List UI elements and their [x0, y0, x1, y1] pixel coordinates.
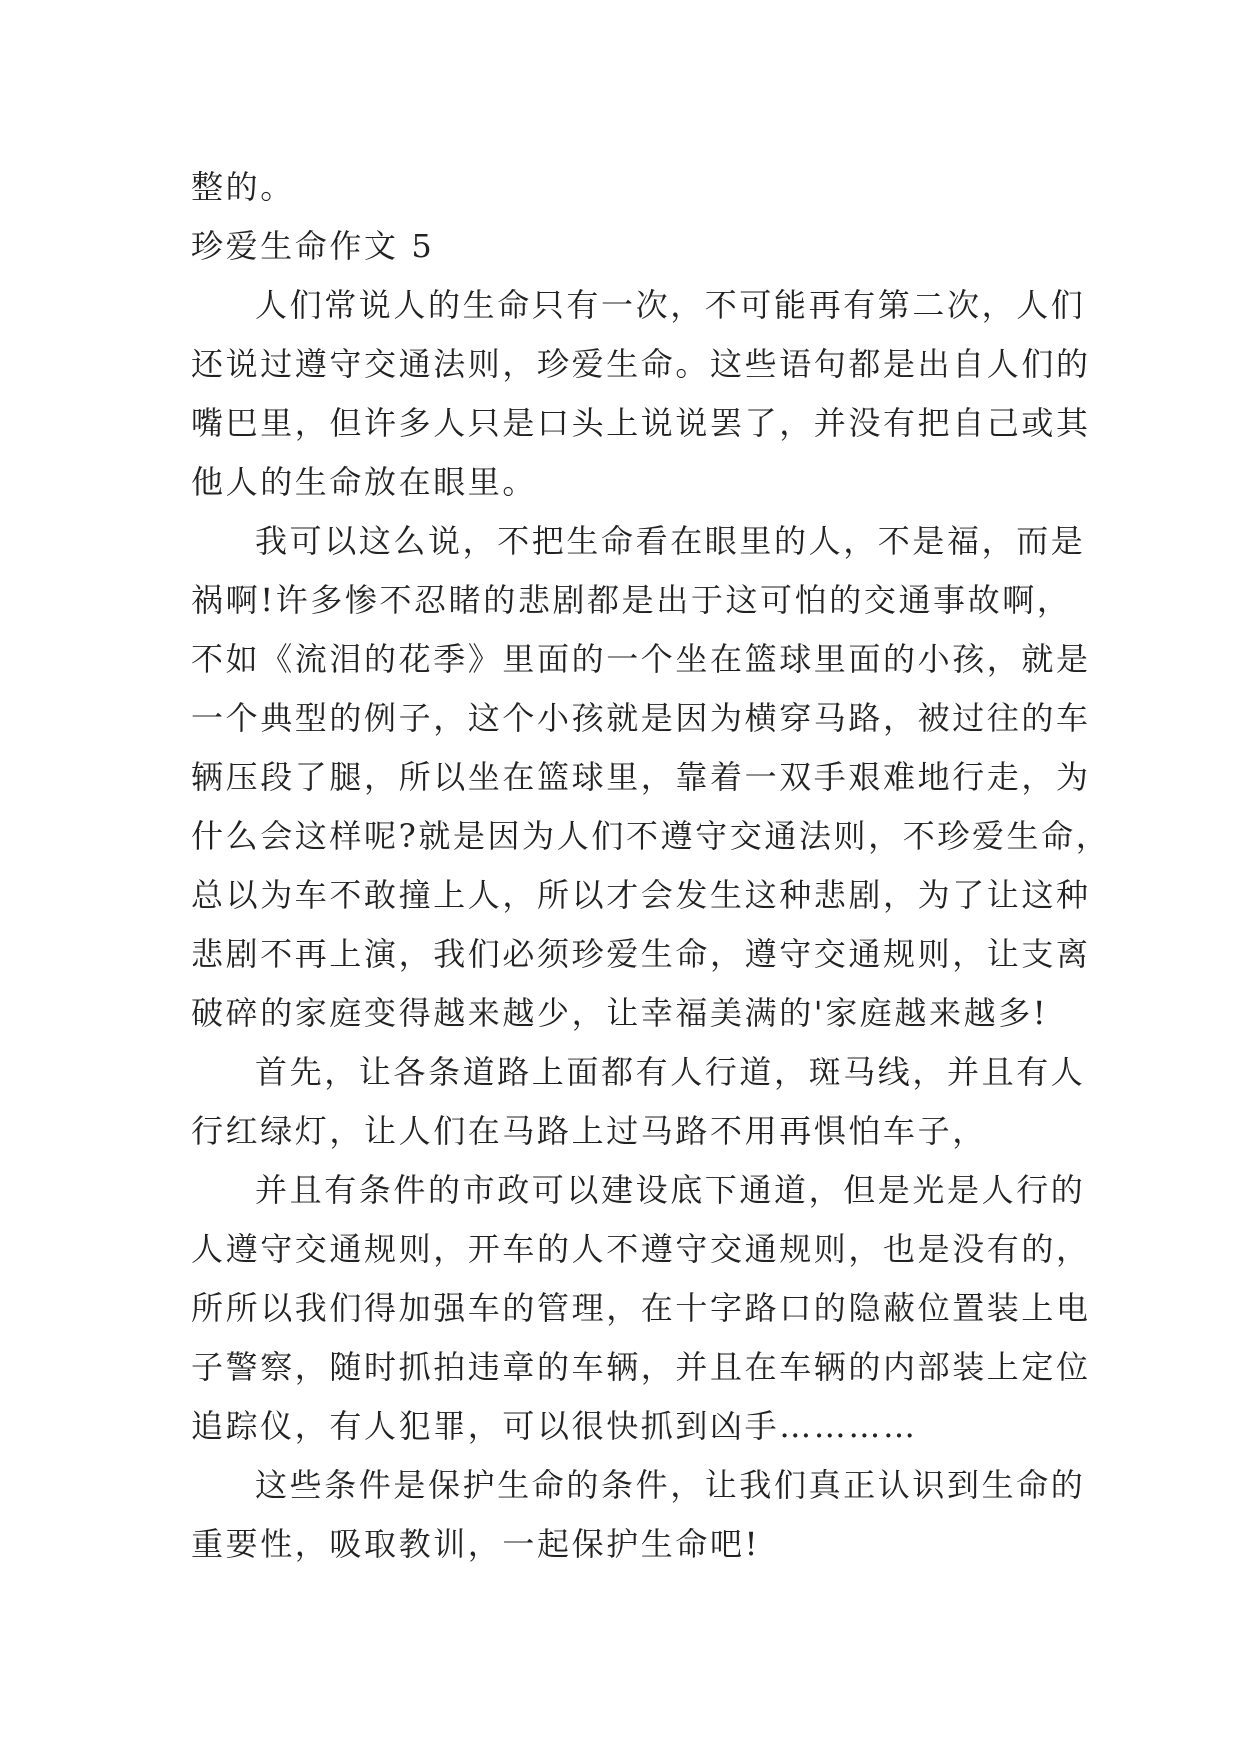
paragraph-4-line-5: 追踪仪，有人犯罪，可以很快抓到凶手………… [191, 1407, 918, 1445]
paragraph-4-line-3: 所所以我们得加强车的管理，在十字路口的隐蔽位置装上电 [191, 1289, 1091, 1327]
paragraph-2-line-5: 辆压段了腿，所以坐在篮球里，靠着一双手艰难地行走，为 [191, 758, 1091, 796]
paragraph-1-line-1: 人们常说人的生命只有一次，不可能再有第二次，人们 [255, 286, 1086, 324]
paragraph-4-line-4: 子警察，随时抓拍违章的车辆，并且在车辆的内部装上定位 [191, 1348, 1091, 1386]
paragraph-2-line-1: 我可以这么说，不把生命看在眼里的人，不是福，而是 [255, 522, 1086, 560]
paragraph-4-line-1: 并且有条件的市政可以建设底下通道，但是光是人行的 [255, 1171, 1086, 1209]
document-body [191, 158, 1111, 1574]
paragraph-2-line-6: 什么会这样呢?就是因为人们不遵守交通法则，不珍爱生命， [191, 817, 1111, 855]
paragraph-3-line-2: 行红绿灯，让人们在马路上过马路不用再惧怕车子， [191, 1112, 987, 1150]
section-title: 珍爱生命作文 5 [191, 227, 435, 265]
paragraph-1-line-3: 嘴巴里，但许多人只是口头上说说罢了，并没有把自己或其 [191, 404, 1091, 442]
paragraph-5-line-1: 这些条件是保护生命的条件，让我们真正认识到生命的 [255, 1466, 1086, 1504]
paragraph-5-line-2: 重要性，吸取教训，一起保护生命吧! [191, 1525, 761, 1563]
text-line: 整的。 [191, 168, 295, 206]
paragraph-2-line-2: 祸啊!许多惨不忍睹的悲剧都是出于这可怕的交通事故啊， [191, 581, 1072, 619]
paragraph-3-line-1: 首先，让各条道路上面都有人行道，斑马线，并且有人 [255, 1053, 1086, 1091]
paragraph-2-line-4: 一个典型的例子，这个小孩就是因为横穿马路，被过往的车 [191, 699, 1091, 737]
paragraph-1-line-4: 他人的生命放在眼里。 [191, 463, 538, 501]
paragraph-2-line-7: 总以为车不敢撞上人，所以才会发生这种悲剧，为了让这种 [191, 876, 1091, 914]
paragraph-1-line-2: 还说过遵守交通法则，珍爱生命。这些语句都是出自人们的 [191, 345, 1091, 383]
paragraph-2-line-8: 悲剧不再上演，我们必须珍爱生命，遵守交通规则，让支离 [191, 935, 1091, 973]
paragraph-4-line-2: 人遵守交通规则，开车的人不遵守交通规则，也是没有的， [191, 1230, 1091, 1268]
paragraph-2-line-9: 破碎的家庭变得越来越少，让幸福美满的'家庭越来越多! [191, 994, 1049, 1032]
paragraph-2-line-3: 不如《流泪的花季》里面的一个坐在篮球里面的小孩，就是 [191, 640, 1091, 678]
